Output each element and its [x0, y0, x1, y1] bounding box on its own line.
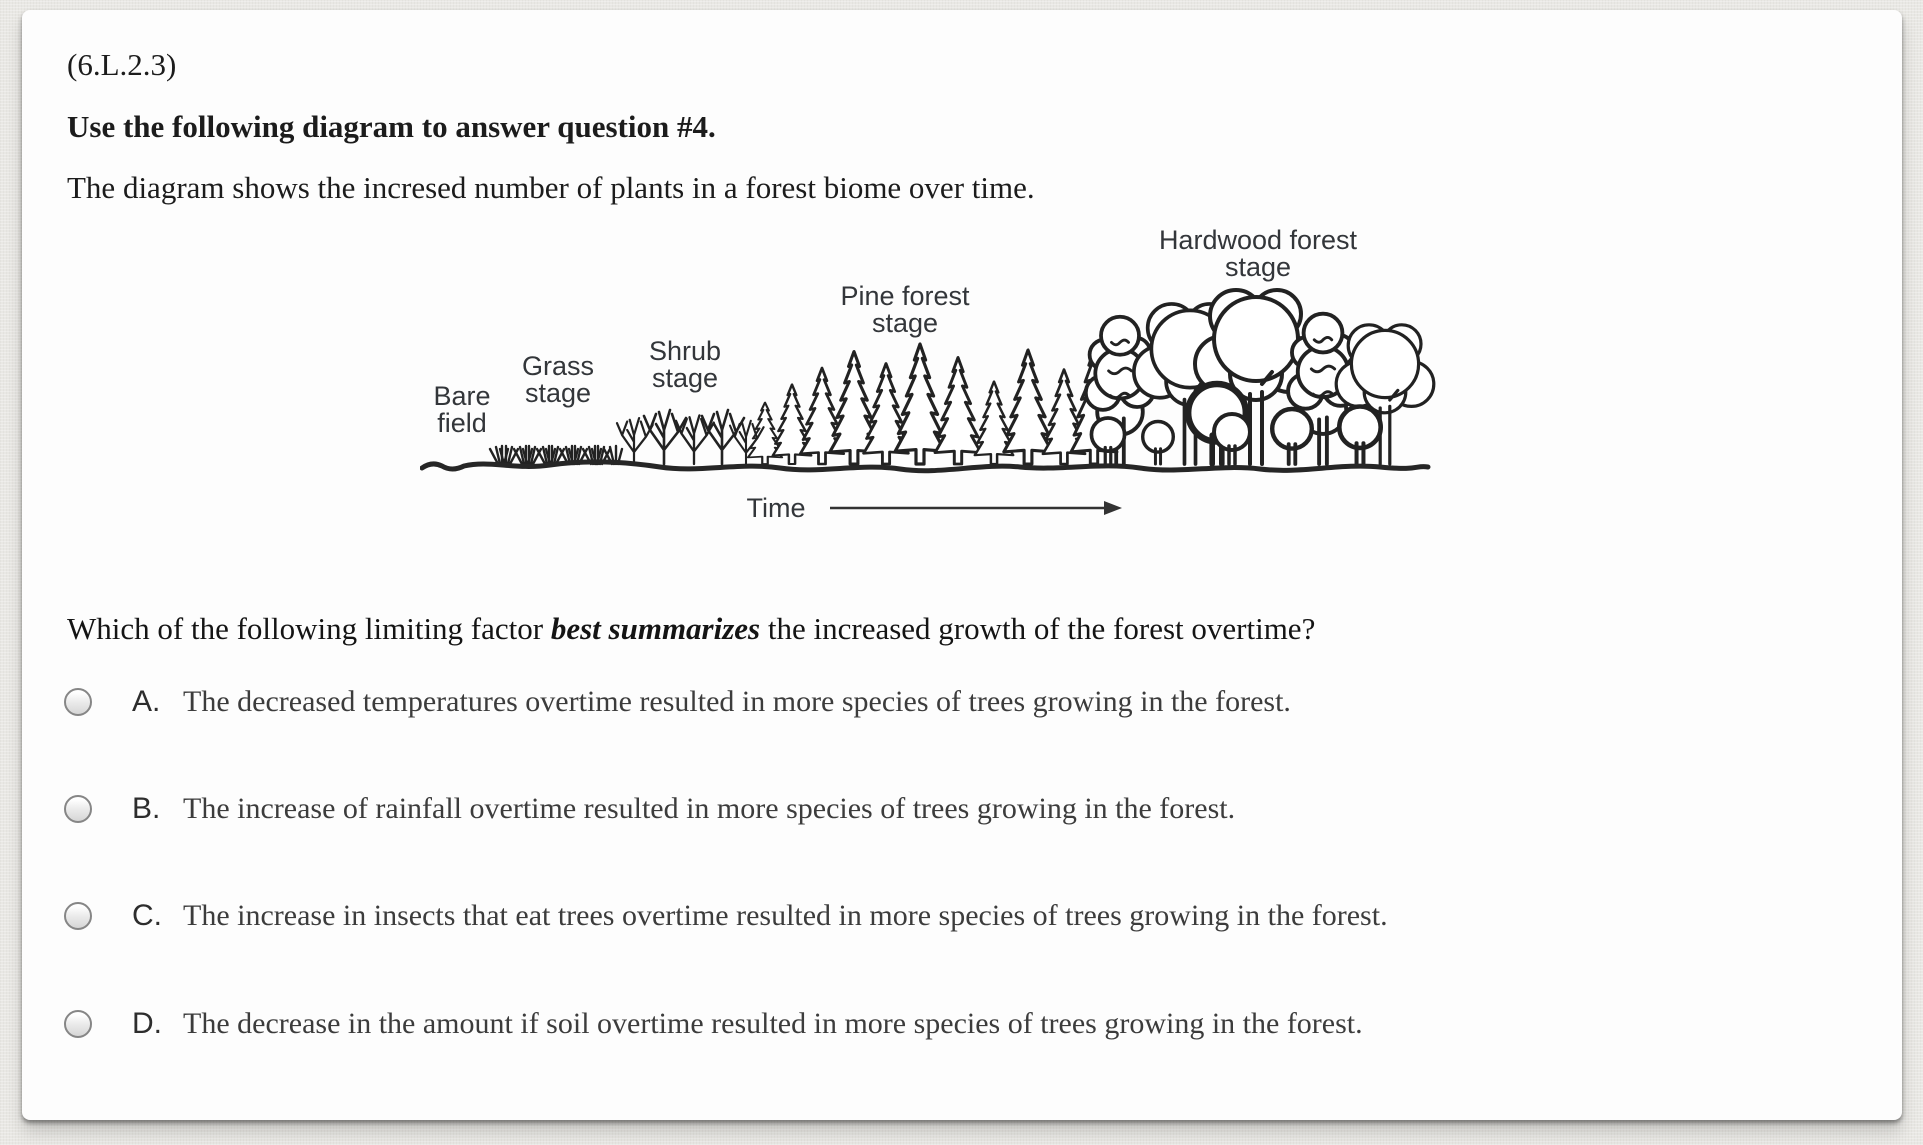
label-bare-field-line1: Bare — [433, 381, 491, 411]
time-axis-label: Time — [746, 493, 806, 523]
option-letter-c: C. — [132, 899, 162, 932]
radio-button-b[interactable] — [64, 795, 92, 823]
shrub-plants — [617, 410, 764, 464]
pine-trees — [748, 344, 1117, 464]
time-arrow — [747, 493, 1123, 523]
instruction-text: Use the following diagram to answer question #4. — [67, 109, 716, 144]
label-grass-stage-line2: stage — [524, 378, 592, 408]
label-shrub-stage-line2: stage — [651, 363, 719, 393]
option-text-a: The decreased temperatures overtime resulted in more species of trees growing in the forest. — [183, 685, 1291, 718]
question-text — [67, 610, 1315, 647]
label-pine-forest-line2: stage — [871, 308, 939, 338]
option-row-d[interactable] — [64, 1004, 1363, 1044]
option-letter-d: D. — [132, 1007, 162, 1040]
question-emphasis: best summarizes — [550, 611, 761, 646]
question-suffix: the increased growth of the forest overtime? — [760, 611, 1316, 646]
succession-diagram — [420, 222, 1440, 532]
radio-button-a[interactable] — [64, 688, 92, 716]
description-text: The diagram shows the incresed number of plants in a forest biome over time. — [67, 170, 1035, 205]
question-prefix: Which of the following limiting factor — [67, 611, 551, 646]
radio-button-d[interactable] — [64, 1010, 92, 1038]
hardwood-trees — [1086, 290, 1434, 464]
standard-code: (6.L.2.3) — [67, 47, 177, 82]
label-pine-forest-line1: Pine forest — [840, 281, 970, 311]
label-hardwood-forest-line1: Hardwood forest — [1158, 225, 1358, 255]
question-card — [22, 10, 1902, 1120]
option-text-c: The increase in insects that eat trees overtime resulted in more species of trees growing in the forest. — [183, 899, 1388, 932]
label-grass-stage-line1: Grass — [521, 351, 595, 381]
label-bare-field-line2: field — [437, 408, 487, 438]
option-row-b[interactable] — [64, 789, 1235, 829]
option-row-c[interactable] — [64, 896, 1388, 936]
option-letter-b: B. — [132, 792, 161, 825]
label-hardwood-forest-line2: stage — [1224, 252, 1292, 282]
option-text-b: The increase of rainfall overtime resulted in more species of trees growing in the forest. — [183, 792, 1236, 825]
label-shrub-stage-line1: Shrub — [648, 336, 722, 366]
option-text-d: The decrease in the amount if soil overtime resulted in more species of trees growing in the forest. — [183, 1007, 1363, 1040]
option-letter-a: A. — [132, 685, 161, 718]
radio-button-c[interactable] — [64, 902, 92, 930]
option-row-a[interactable] — [64, 682, 1291, 722]
